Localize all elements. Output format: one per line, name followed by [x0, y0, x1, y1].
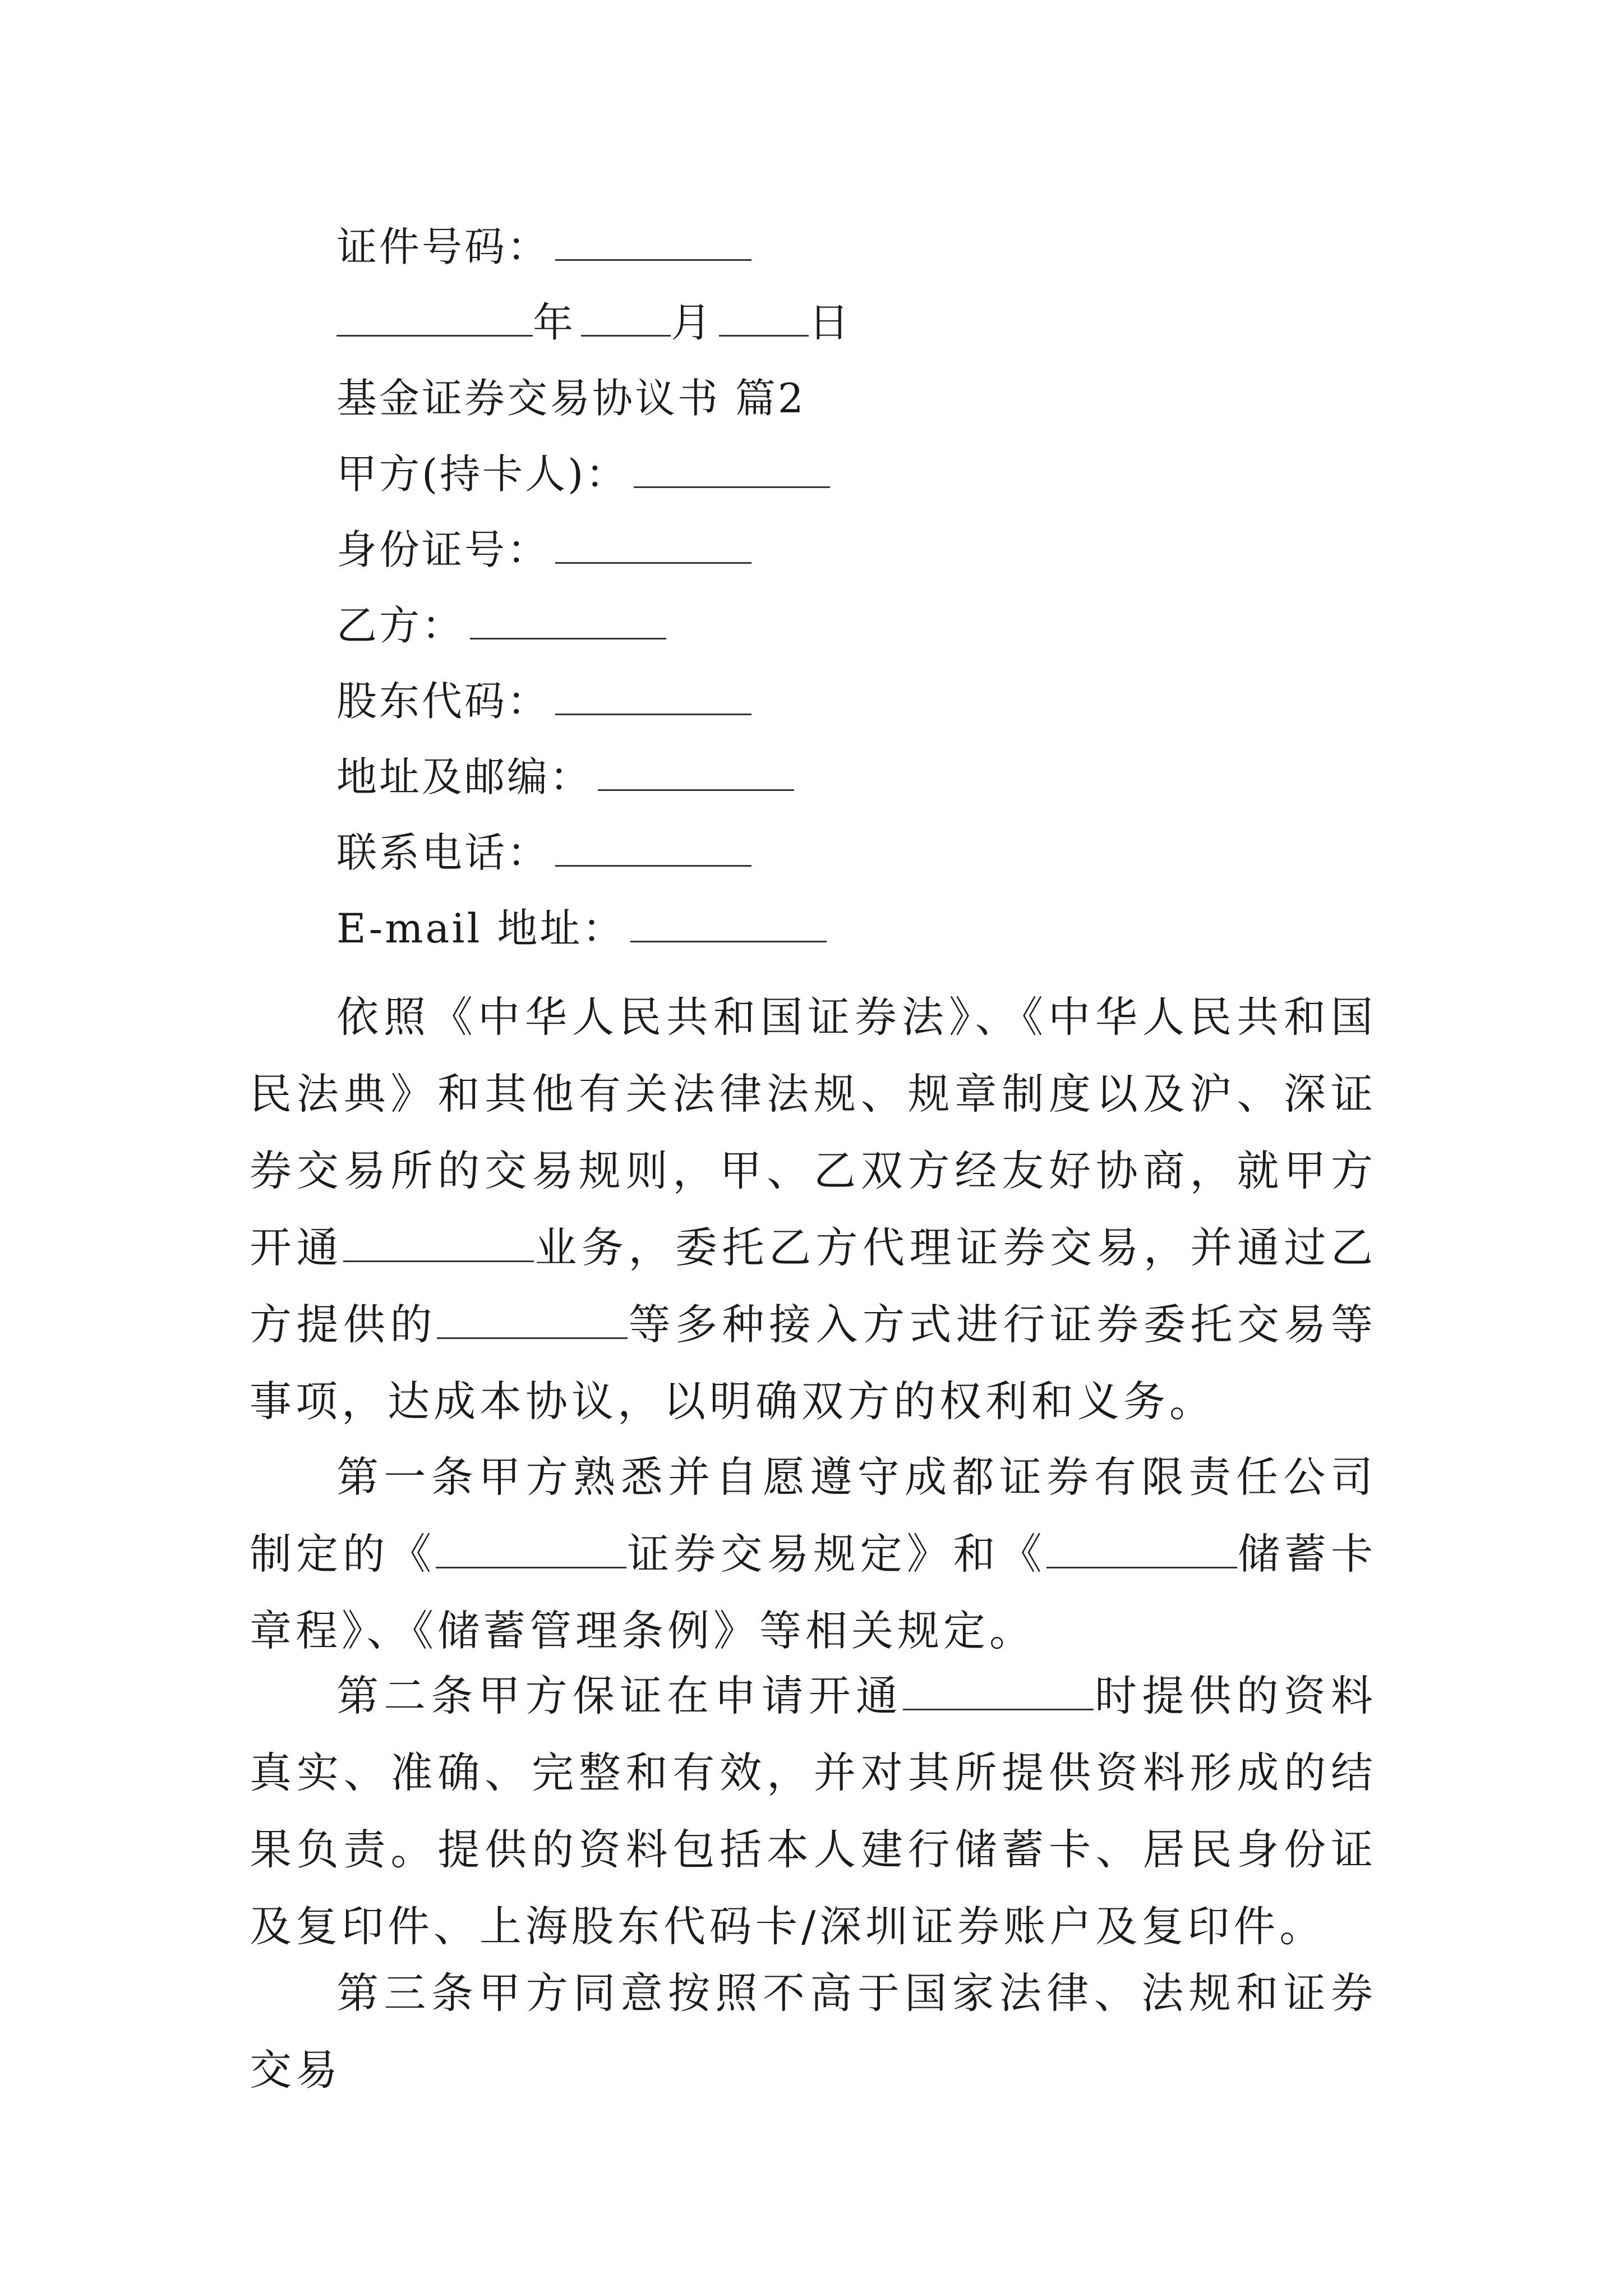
shareholder-code-blank [555, 674, 751, 715]
year-label: 年 [533, 299, 576, 346]
shareholder-code-label: 股东代码： [336, 678, 550, 725]
party-b-field [336, 597, 666, 654]
art1-blank-1 [436, 1529, 626, 1568]
id-number-blank [555, 220, 751, 261]
art2-blank [903, 1671, 1094, 1710]
address-zip-field [336, 749, 794, 805]
id-card-field [336, 522, 751, 578]
phone-label: 联系电话： [336, 829, 550, 876]
email-field [336, 900, 827, 956]
party-a-label: 甲方(持卡人)： [336, 450, 629, 498]
shareholder-code-field [336, 673, 751, 729]
intro-paragraph: 依照《中华人民共和国证券法》、《中华人民共和国民法典》和其他有关法律法规、规章制度以及沪、深证券交易所的交易规则，甲、乙双方经友好协商，就甲方开通 业务，委托乙方代理证券交易，并通过乙方提供的 等多种接入方式进行证券委托交易等事项，达成本协议，以明确双方的权利和义务。 [250, 992, 1377, 1426]
phone-field [336, 825, 751, 881]
article-3: 第三条甲方同意按照不高于国家法律、法规和证券交易 [250, 1968, 1377, 2095]
intro-blank-2 [437, 1299, 628, 1339]
party-a-blank [634, 447, 830, 488]
id-card-blank [555, 523, 751, 564]
id-number-field [336, 219, 751, 275]
email-label: E-mail 地址： [336, 905, 625, 952]
id-card-label: 身份证号： [336, 526, 550, 573]
year-blank [336, 296, 533, 337]
party-a-field [336, 446, 830, 502]
party-b-label: 乙方： [336, 602, 465, 649]
day-blank [719, 296, 809, 337]
id-number-label: 证件号码： [336, 223, 550, 270]
art1-blank-2 [1046, 1529, 1237, 1568]
month-label: 月 [671, 299, 714, 346]
article-1: 第一条甲方熟悉并自愿遵守成都证券有限责任公司制定的《 证券交易规定》和《 储蓄卡章程》、《储蓄管理条例》等相关规定。 [250, 1452, 1377, 1655]
article-2: 第二条甲方保证在申请开通 时提供的资料真实、准确、完整和有效，并对其所提供资料形成的结果负责。提供的资料包括本人建行储蓄卡、居民身份证及复印件、上海股东代码卡/深圳证券账户及复印件。 [250, 1671, 1377, 1951]
address-zip-label: 地址及邮编： [336, 753, 593, 800]
address-zip-blank [598, 750, 794, 791]
intro-blank-1 [343, 1222, 534, 1262]
phone-blank [555, 826, 751, 867]
section-title: 基金证券交易协议书 篇2 [336, 375, 806, 422]
day-label: 日 [809, 299, 852, 346]
date-line [336, 295, 851, 351]
party-b-blank [470, 599, 666, 639]
email-blank [630, 901, 827, 942]
month-blank [581, 296, 671, 337]
